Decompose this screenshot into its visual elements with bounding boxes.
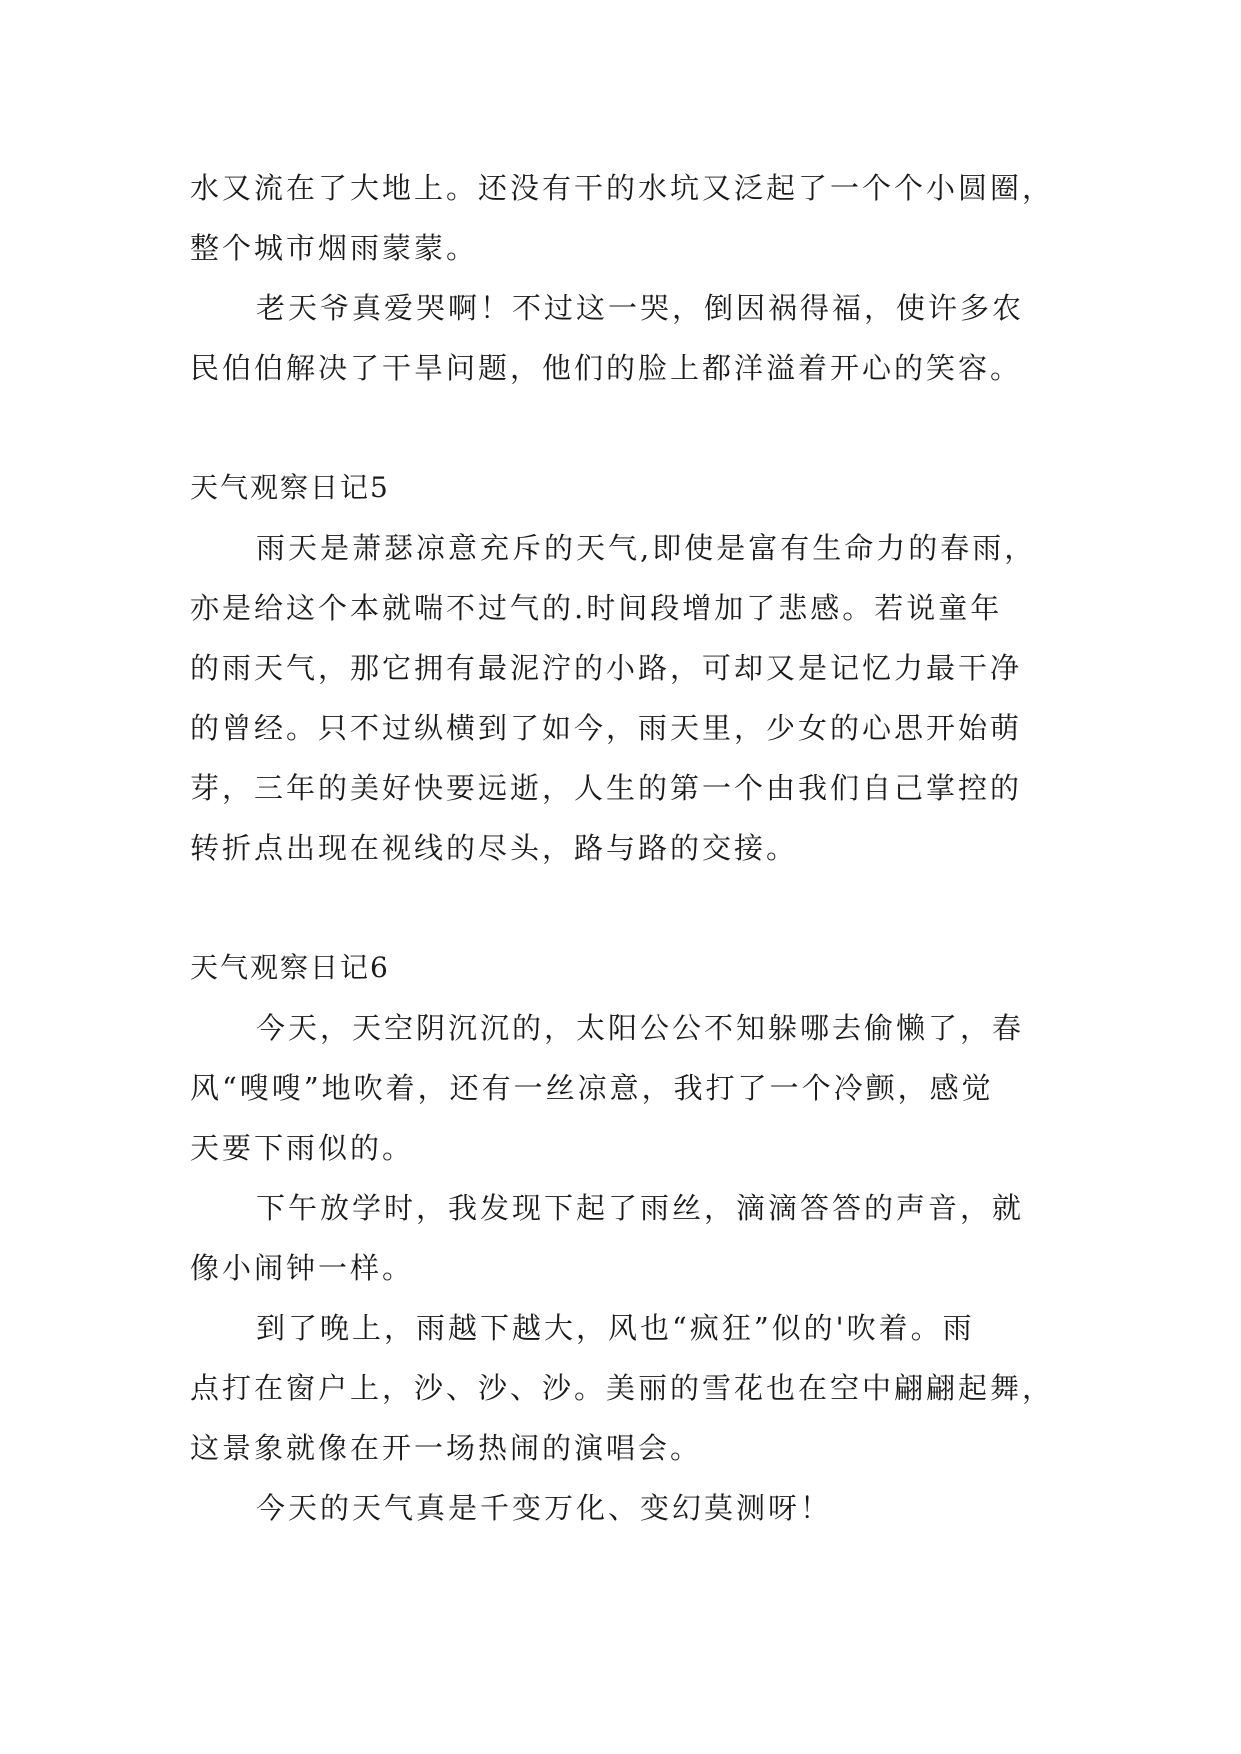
text-line: 整个城市烟雨蒙蒙。	[190, 231, 479, 265]
section-spacer	[190, 398, 1070, 458]
text-line: 天要下雨似的。	[190, 1131, 415, 1165]
text-line: 亦是给这个本就喘不过气的.时间段增加了悲感。若说童年	[190, 591, 1003, 625]
text-line: 水又流在了大地上。还没有干的水坑又泛起了一个个小圆圈，	[190, 171, 1055, 205]
paragraph-first-line: 到了晚上，雨越下越大，风也“疯狂”似的'吹着。雨	[256, 1311, 975, 1345]
text-line: 的曾经。只不过纵横到了如今，雨天里，少女的心思开始萌	[190, 711, 1023, 745]
section-heading: 天气观察日记5	[190, 471, 390, 504]
text-line: 点打在窗户上，沙、沙、沙。美丽的雪花也在空中翩翩起舞，	[190, 1371, 1055, 1405]
paragraph-first-line: 今天，天空阴沉沉的，太阳公公不知躲哪去偷懒了，春	[256, 1011, 1025, 1045]
text-line: 风“嗖嗖”地吹着，还有一丝凉意，我打了一个冷颤，感觉	[190, 1071, 994, 1105]
paragraph-first-line: 雨天是萧瑟凉意充斥的天气,即使是富有生命力的春雨，	[256, 531, 1037, 565]
text-line: 芽，三年的美好快要远逝，人生的第一个由我们自己掌控的	[190, 771, 1023, 805]
section-heading: 天气观察日记6	[190, 951, 390, 984]
text-line: 民伯伯解决了干旱问题，他们的脸上都洋溢着开心的笑容。	[190, 351, 1023, 385]
text-line: 转折点出现在视线的尽头，路与路的交接。	[190, 831, 799, 865]
paragraph-first-line: 老天爷真爱哭啊！不过这一哭，倒因祸得福，使许多农	[256, 291, 1025, 325]
text-line: 这景象就像在开一场热闹的演唱会。	[190, 1431, 703, 1465]
paragraph-first-line: 今天的天气真是千变万化、变幻莫测呀！	[256, 1491, 833, 1525]
section-spacer	[190, 878, 1070, 938]
document-body	[190, 158, 1070, 1538]
text-line: 的雨天气，那它拥有最泥泞的小路，可却又是记忆力最干净	[190, 651, 1023, 685]
text-line: 像小闹钟一样。	[190, 1251, 415, 1285]
paragraph-first-line: 下午放学时，我发现下起了雨丝，滴滴答答的声音，就	[256, 1191, 1025, 1225]
